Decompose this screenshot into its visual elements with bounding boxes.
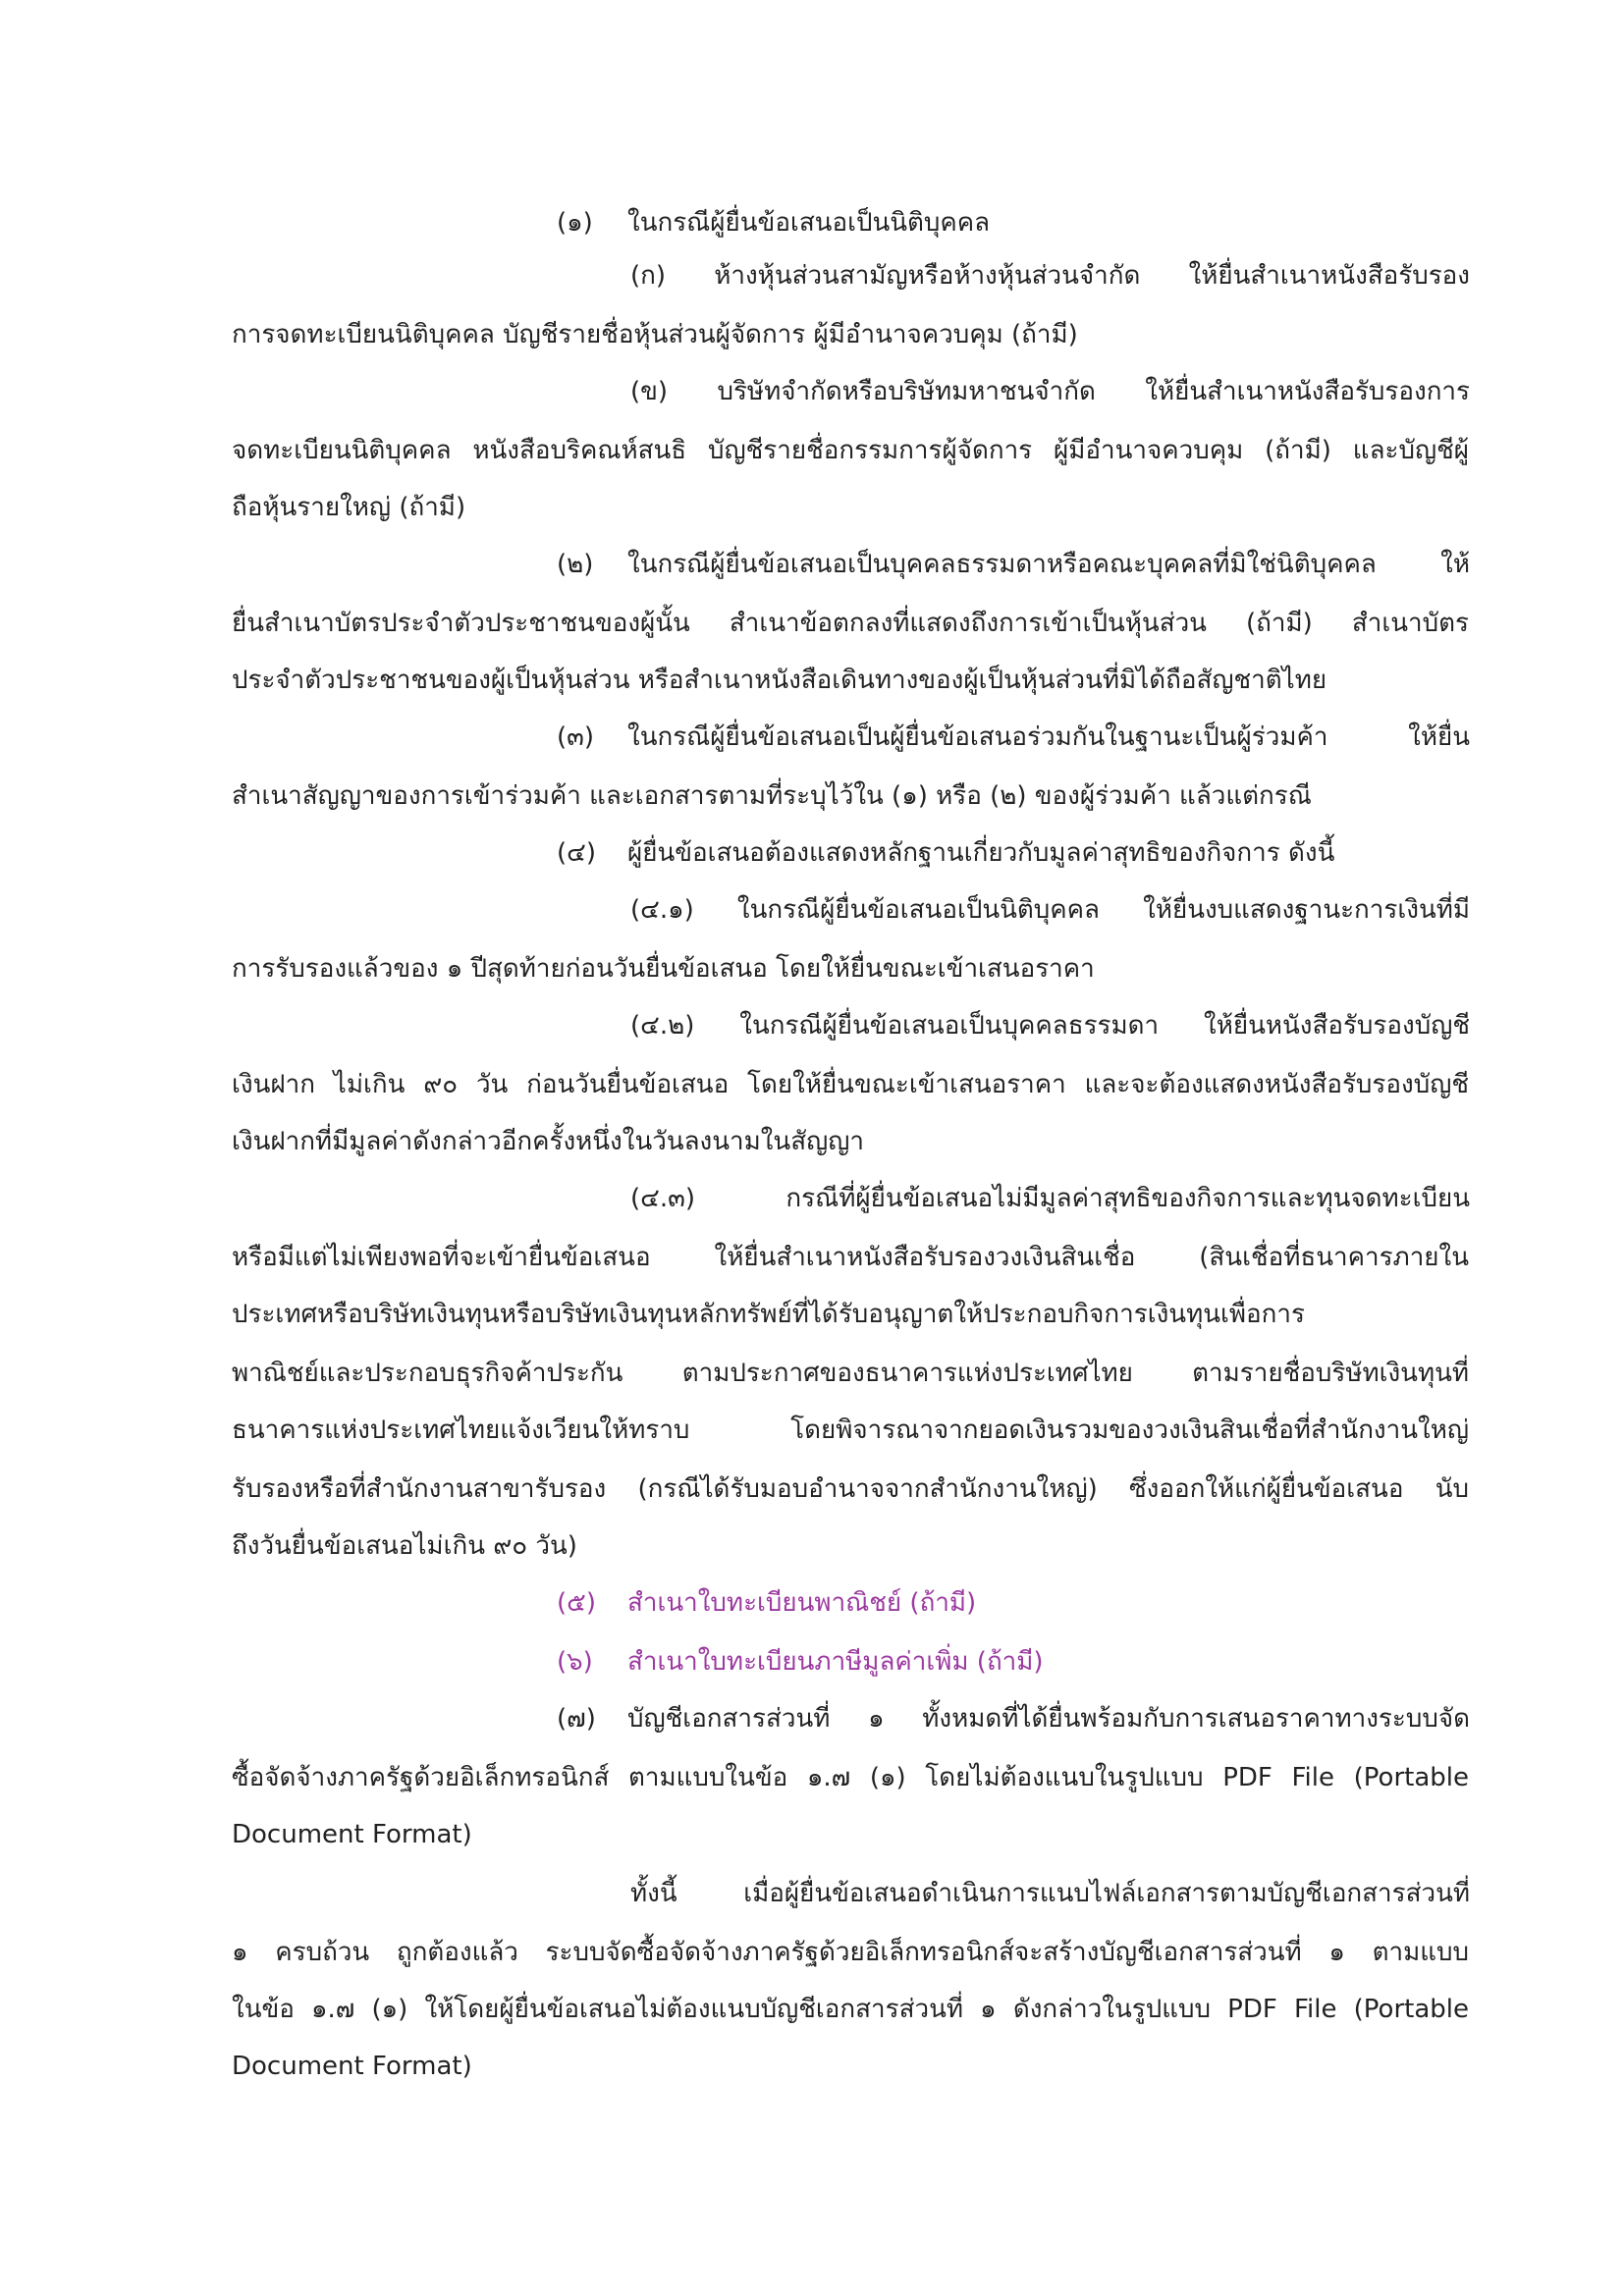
item-4-3-line-3: ประเทศหรือบริษัทเงินทุนหรือบริษัทเงินทุนหลักทรัพย์ที่ได้รับอนุญาตให้ประกอบกิจการเงินทุนเพื่อการ — [232, 1300, 1305, 1329]
item-2-line-1 — [557, 542, 1470, 587]
item-1a-line-1: (ก) ห้างหุ้นส่วนสามัญหรือห้างหุ้นส่วนจำกัด ให้ยื่นสำเนาหนังสือรับรอง — [630, 261, 1470, 291]
item-text: สำเนาใบทะเบียนพาณิชย์ (ถ้ามี) — [627, 1588, 977, 1618]
item-3-line-1 — [557, 715, 1470, 760]
item-4-1-line-2: การรับรองแล้วของ ๑ ปีสุดท้ายก่อนวันยื่นข้อเสนอ โดยให้ยื่นขณะเข้าเสนอราคา — [232, 954, 1095, 984]
item-1-heading — [557, 200, 1470, 245]
item-4-1-line-1: (๔.๑) ในกรณีผู้ยื่นข้อเสนอเป็นนิติบุคคล ให้ยื่นงบแสดงฐานะการเงินที่มี — [630, 895, 1470, 925]
item-4-2-line-3: เงินฝากที่มีมูลค่าดังกล่าวอีกครั้งหนึ่งในวันลงนามในสัญญา — [232, 1127, 864, 1156]
item-4-heading — [557, 830, 1470, 876]
item-7-line-1 — [557, 1696, 1470, 1741]
item-1b-line-1: (ข) บริษัทจำกัดหรือบริษัทมหาชนจำกัด ให้ยื่นสำเนาหนังสือรับรองการ — [630, 377, 1470, 406]
closing-line-1: ทั้งนี้ เมื่อผู้ยื่นข้อเสนอดำเนินการแนบไฟล์เอกสารตามบัญชีเอกสารส่วนที่ — [630, 1879, 1470, 1908]
item-number: (๓) — [557, 722, 595, 752]
item-4-3-line-5: ธนาคารแห่งประเทศไทยแจ้งเวียนให้ทราบ โดยพิจารณาจากยอดเงินรวมของวงเงินสินเชื่อที่สำนักงานใหญ่ — [232, 1415, 1469, 1445]
item-4-3-line-2: หรือมีแต่ไม่เพียงพอที่จะเข้ายื่นข้อเสนอ ให้ยื่นสำเนาหนังสือรับรองวงเงินสินเชื่อ (สินเชื่อที่ธนาคารภายใน — [232, 1243, 1469, 1272]
item-7-line-3: Document Format) — [232, 1820, 472, 1849]
item-text: ในกรณีผู้ยื่นข้อเสนอเป็นนิติบุคคล — [627, 208, 991, 238]
item-6 — [557, 1639, 1470, 1684]
item-4-3-line-6: รับรองหรือที่สำนักงานสาขารับรอง (กรณีได้รับมอบอำนาจจากสำนักงานใหญ่) ซึ่งออกให้แก่ผู้ยื่นข้อเสนอ นับ — [232, 1474, 1469, 1504]
item-2-line-3: ประจำตัวประชาชนของผู้เป็นหุ้นส่วน หรือสำเนาหนังสือเดินทางของผู้เป็นหุ้นส่วนที่มิได้ถือสัญชาติไทย — [232, 666, 1327, 695]
item-4-3-line-1: (๔.๓) กรณีที่ผู้ยื่นข้อเสนอไม่มีมูลค่าสุทธิของกิจการและทุนจดทะเบียน — [630, 1184, 1470, 1213]
item-1b-line-3: ถือหุ้นรายใหญ่ (ถ้ามี) — [232, 493, 466, 522]
item-5 — [557, 1580, 1470, 1626]
item-number: (๑) — [557, 208, 593, 238]
item-4-3-line-4: พาณิชย์และประกอบธุรกิจค้าประกัน ตามประกาศของธนาคารแห่งประเทศไทย ตามรายชื่อบริษัทเงินทุนที่ — [232, 1359, 1469, 1388]
closing-line-4: Document Format) — [232, 2052, 472, 2081]
item-text: ผู้ยื่นข้อเสนอต้องแสดงหลักฐานเกี่ยวกับมูลค่าสุทธิของกิจการ ดังนี้ — [627, 838, 1335, 868]
item-1b-line-2: จดทะเบียนนิติบุคคล หนังสือบริคณห์สนธิ บัญชีรายชื่อกรรมการผู้จัดการ ผู้มีอำนาจควบคุม (ถ้ามี) และบัญชีผู้ — [232, 436, 1469, 465]
item-text: บัญชีเอกสารส่วนที่ ๑ ทั้งหมดที่ได้ยื่นพร้อมกับการเสนอราคาทางระบบจัด — [627, 1704, 1470, 1734]
item-text: สำเนาใบทะเบียนภาษีมูลค่าเพิ่ม (ถ้ามี) — [627, 1647, 1044, 1677]
item-1a-line-2: การจดทะเบียนนิติบุคคล บัญชีรายชื่อหุ้นส่วนผู้จัดการ ผู้มีอำนาจควบคุม (ถ้ามี) — [232, 320, 1078, 349]
item-text: ในกรณีผู้ยื่นข้อเสนอเป็นบุคคลธรรมดาหรือคณะบุคคลที่มิใช่นิติบุคคล ให้ — [627, 550, 1470, 579]
item-4-3-line-7: ถึงวันยื่นข้อเสนอไม่เกิน ๙๐ วัน) — [232, 1531, 577, 1561]
item-4-2-line-2: เงินฝาก ไม่เกิน ๙๐ วัน ก่อนวันยื่นข้อเสนอ โดยให้ยื่นขณะเข้าเสนอราคา และจะต้องแสดงหนังสือรับรองบัญชี — [232, 1070, 1469, 1099]
item-number: (๖) — [557, 1647, 593, 1677]
item-number: (๔) — [557, 838, 596, 868]
item-number: (๒) — [557, 550, 594, 579]
closing-line-2: ๑ ครบถ้วน ถูกต้องแล้ว ระบบจัดซื้อจัดจ้างภาครัฐด้วยอิเล็กทรอนิกส์จะสร้างบัญชีเอกสารส่วนที่ ๑ ตามแบบ — [232, 1938, 1469, 1967]
item-7-line-2: ซื้อจัดจ้างภาครัฐด้วยอิเล็กทรอนิกส์ ตามแบบในข้อ ๑.๗ (๑) โดยไม่ต้องแนบในรูปแบบ PDF File (Portable — [232, 1763, 1469, 1792]
item-number: (๕) — [557, 1588, 596, 1618]
item-text: ในกรณีผู้ยื่นข้อเสนอเป็นผู้ยื่นข้อเสนอร่วมกันในฐานะเป็นผู้ร่วมค้า ให้ยื่น — [627, 722, 1470, 752]
item-number: (๗) — [557, 1704, 596, 1734]
item-2-line-2: ยื่นสำเนาบัตรประจำตัวประชาชนของผู้นั้น สำเนาข้อตกลงที่แสดงถึงการเข้าเป็นหุ้นส่วน (ถ้ามี) สำเนาบัตร — [232, 609, 1469, 638]
item-4-2-line-1: (๔.๒) ในกรณีผู้ยื่นข้อเสนอเป็นบุคคลธรรมดา ให้ยื่นหนังสือรับรองบัญชี — [630, 1011, 1470, 1041]
item-3-line-2: สำเนาสัญญาของการเข้าร่วมค้า และเอกสารตามที่ระบุไว้ใน (๑) หรือ (๒) ของผู้ร่วมค้า แล้วแต่กรณี — [232, 781, 1312, 811]
closing-line-3: ในข้อ ๑.๗ (๑) ให้โดยผู้ยื่นข้อเสนอไม่ต้องแนบบัญชีเอกสารส่วนที่ ๑ ดังกล่าวในรูปแบบ PDF File (Portable — [232, 1995, 1469, 2024]
